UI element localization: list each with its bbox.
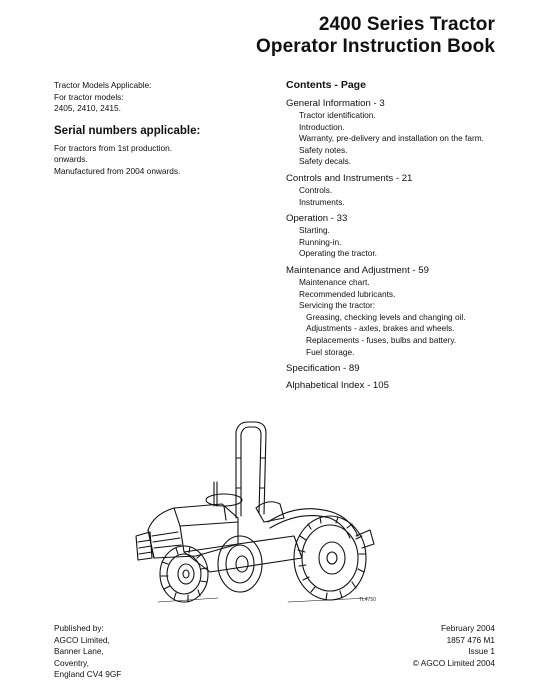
toc-subitem: Replacements - fuses, bulbs and battery. (306, 334, 457, 345)
publication-date: February 2004 (441, 623, 495, 633)
copyright-notice: © AGCO Limited 2004 (412, 657, 495, 668)
publisher-line-4: England CV4 9GF (54, 669, 122, 680)
toc-item: Controls. (299, 184, 333, 195)
toc-section-operation (286, 212, 516, 260)
serial-numbers-heading: Serial numbers applicable: (54, 124, 201, 137)
figure-reference: TL4750 (359, 597, 376, 603)
document-title-line1: 2400 Series Tractor (318, 14, 495, 35)
serial-line-2: onwards. (54, 154, 88, 165)
publication-info (413, 623, 495, 669)
serial-line-3: Manufactured from 2004 onwards. (54, 165, 181, 176)
tractor-illustration (118, 418, 388, 606)
publisher-label: Published by: (54, 623, 104, 633)
serial-line-1: For tractors from 1st production. (54, 142, 173, 153)
toc-item: Safety decals. (299, 156, 352, 167)
toc-item: Servicing the tractor: (299, 300, 376, 311)
toc-section-title: General Information - 3 (286, 98, 385, 109)
toc-item: Maintenance chart. (299, 276, 370, 287)
toc-section-controls-instruments (286, 172, 516, 208)
document-title-line2: Operator Instruction Book (256, 36, 495, 57)
table-of-contents (286, 78, 516, 396)
publisher-block (54, 623, 121, 681)
models-applicable-label: Tractor Models Applicable: (54, 80, 152, 90)
publisher-line-2: Banner Lane, (54, 646, 104, 657)
toc-item: Introduction. (299, 121, 345, 132)
toc-subitem: Adjustments - axles, brakes and wheels. (306, 323, 455, 334)
toc-section-title: Operation - 33 (286, 213, 348, 225)
toc-item: Instruments. (299, 196, 345, 207)
toc-section-title: Controls and Instruments - 21 (286, 172, 413, 184)
title-block (256, 14, 495, 58)
toc-subitem: Fuel storage. (306, 346, 355, 357)
toc-item: Safety notes. (299, 144, 348, 155)
issue-number: Issue 1 (468, 646, 495, 657)
toc-section-title: Maintenance and Adjustment - 59 (286, 264, 429, 276)
toc-item: Operating the tractor. (299, 248, 377, 259)
contents-heading: Contents - Page (286, 79, 366, 91)
toc-subitem: Greasing, checking levels and changing oil. (306, 311, 466, 322)
toc-section-index (286, 379, 516, 392)
toc-item: Running-in. (299, 236, 342, 247)
toc-section-general-information (286, 97, 516, 168)
toc-item: Warranty, pre-delivery and installation on the farm. (299, 133, 484, 144)
models-list: 2405, 2410, 2415. (54, 103, 121, 114)
toc-item: Recommended lubricants. (299, 288, 396, 299)
publisher-line-3: Coventry, (54, 657, 89, 668)
applicability-column (54, 80, 254, 178)
toc-section-title: Specification - 89 (286, 363, 360, 375)
toc-section-title: Alphabetical Index - 105 (286, 380, 389, 392)
publisher-line-1: AGCO Limited, (54, 634, 110, 645)
toc-section-specification (286, 362, 516, 375)
toc-section-maintenance (286, 264, 516, 358)
toc-item: Tractor identification. (299, 110, 376, 120)
part-number: 1857 476 M1 (446, 634, 495, 645)
toc-item: Starting. (299, 225, 330, 236)
models-label: For tractor models: (54, 91, 124, 102)
